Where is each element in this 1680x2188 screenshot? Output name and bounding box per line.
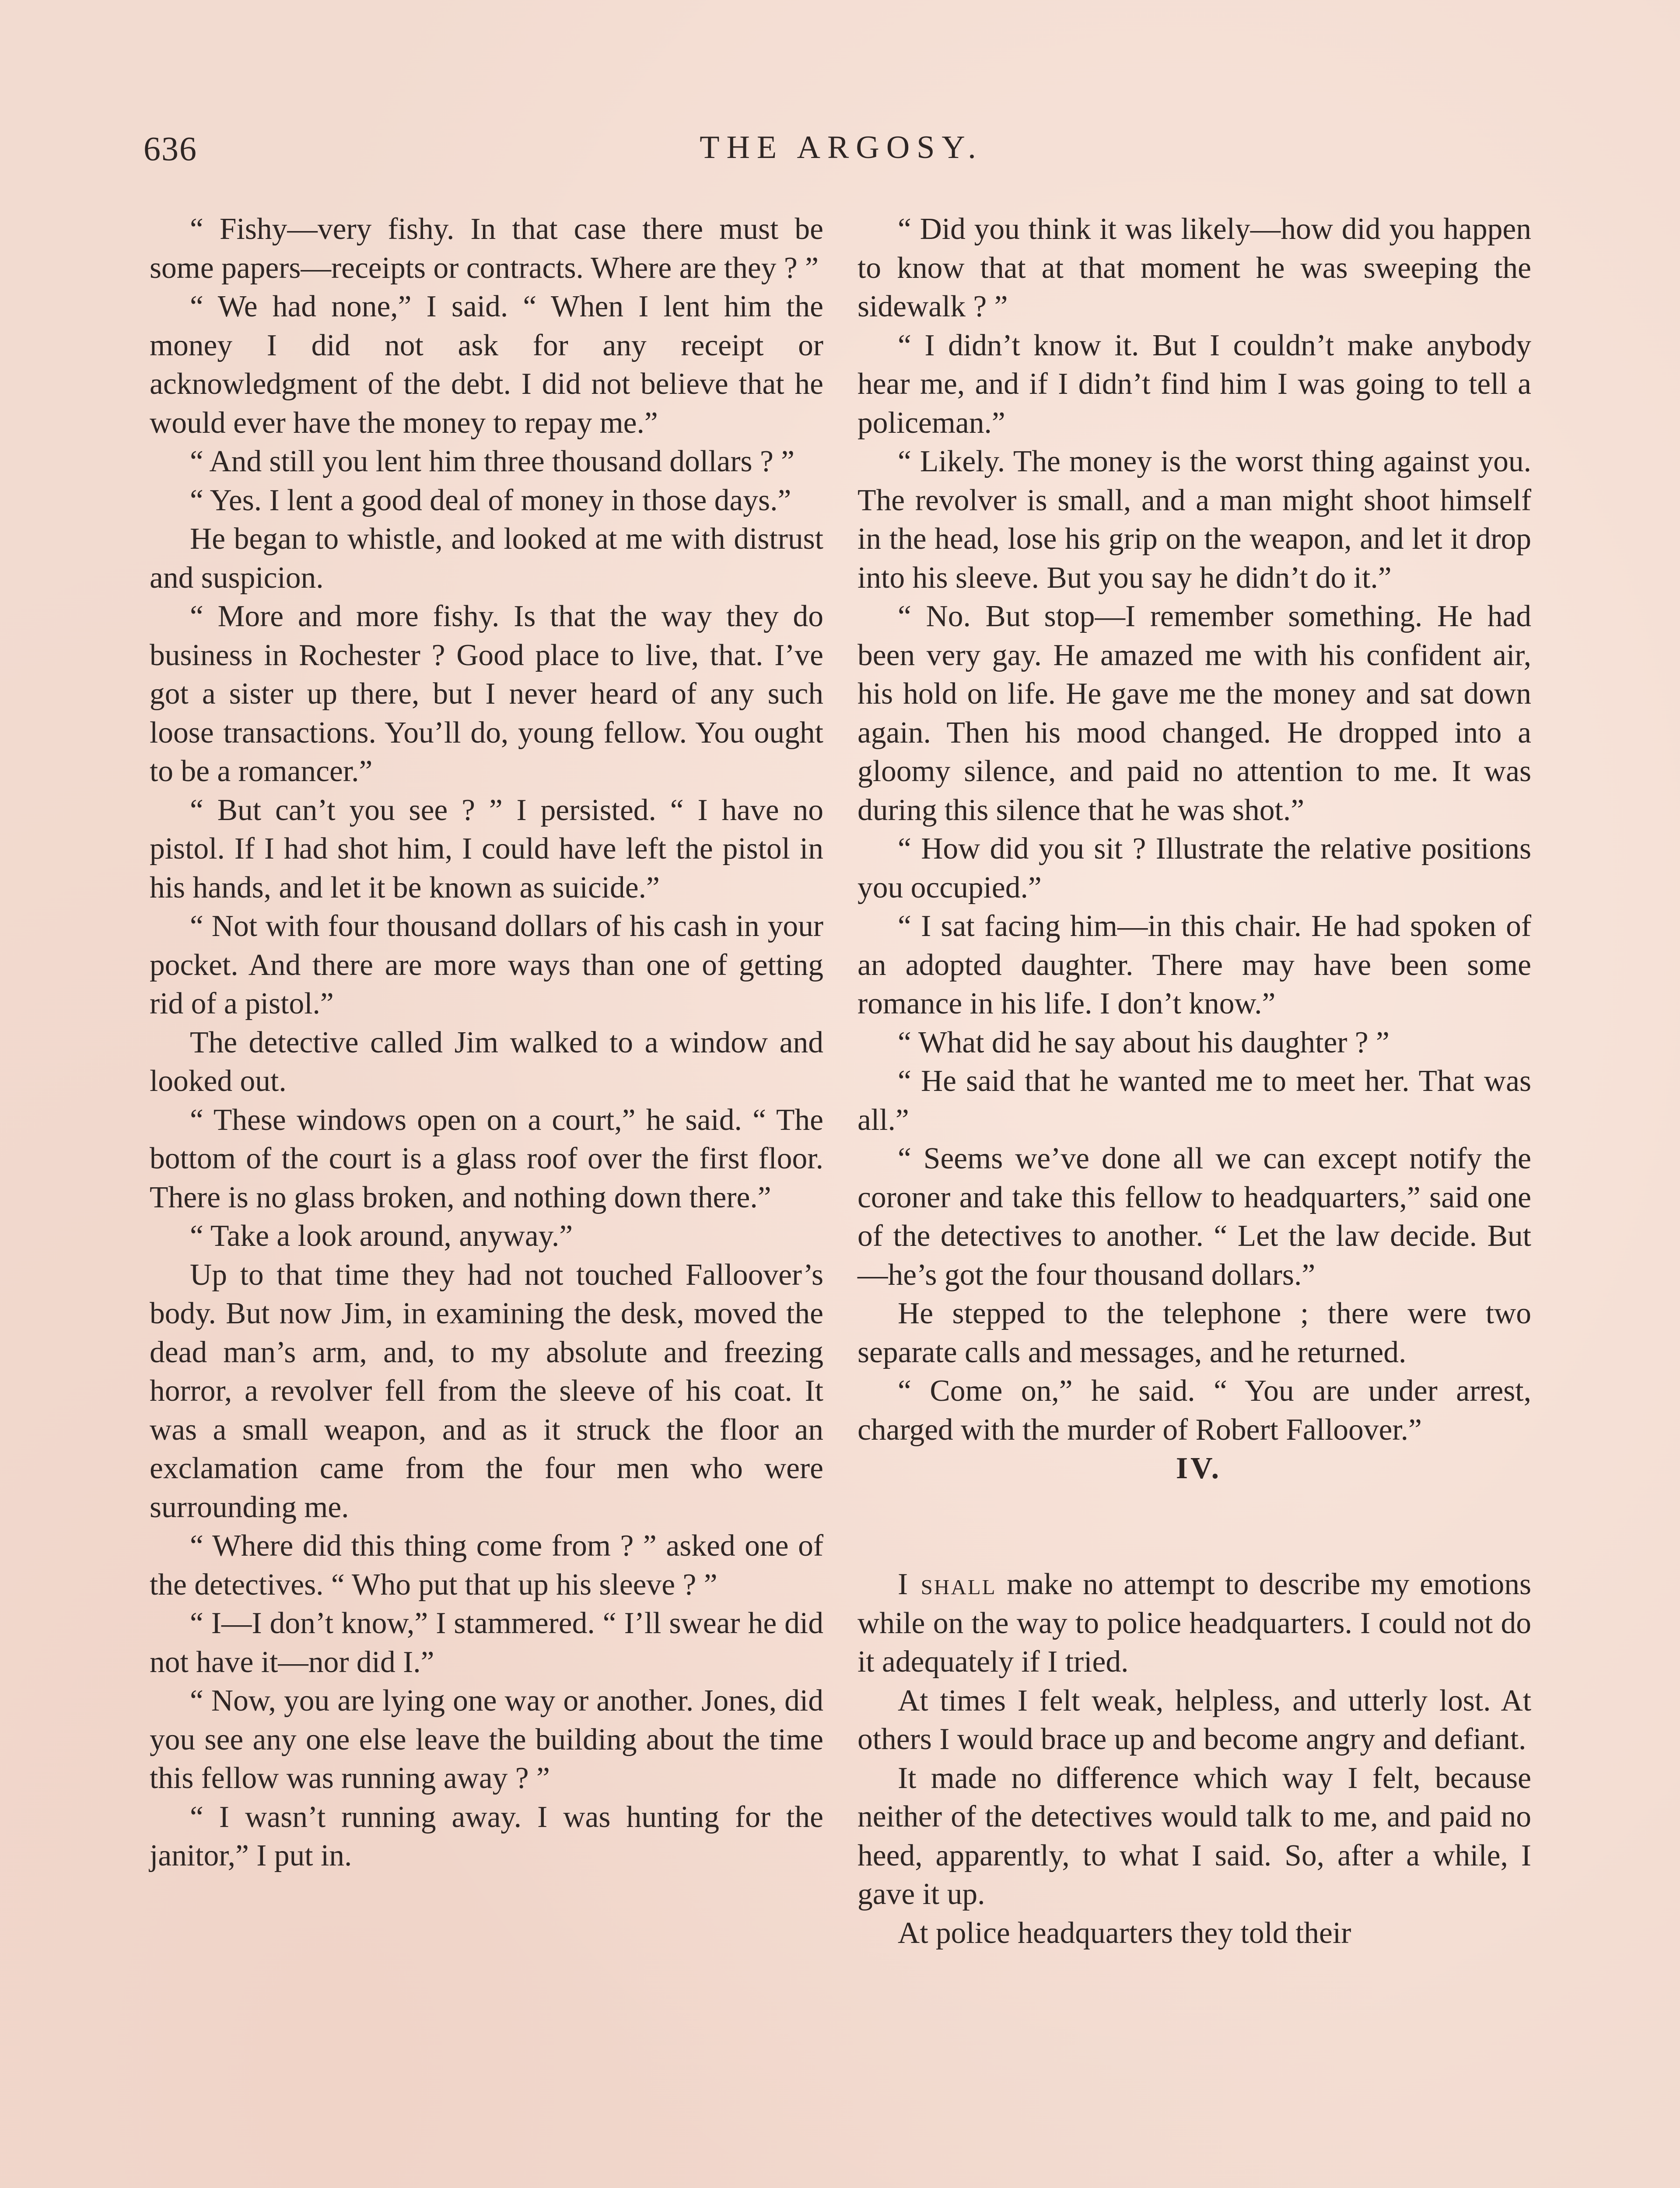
section-heading: IV.	[1176, 1452, 1222, 1485]
paragraph: “ I—I don’t know,” I stammered. “ I’ll swear he did not have it—nor did I.”	[150, 1606, 823, 1679]
paragraph: The detective called Jim walked to a window and looked out.	[150, 1025, 823, 1098]
paragraph: “ Fishy—very fishy. In that case there must be some papers—receipts or contracts. Where are they ? ”	[150, 212, 823, 285]
paragraph: “ I sat facing him—in this chair. He had spoken of an adopted daughter. There may have been some romance in his life. I don’t know.”	[858, 909, 1531, 1020]
paragraph: “ But can’t you see ? ” I persisted. “ I have no pistol. If I had shot him, I could have left the pistol in his hands, and let it be known as suicide.”	[150, 793, 823, 905]
paragraph: “ Not with four thousand dollars of his cash in your pocket. And there are more ways than one of getting rid of a pistol.”	[150, 909, 823, 1020]
chapter-opening-text: make no attempt to describe my emotions while on the way to police headquarters. I could not do it adequately if I tried.	[858, 1567, 1532, 1679]
paragraph: It made no difference which way I felt, because neither of the detectives would talk to me, and paid no heed, apparently, to what I said. So, after a while, I gave it up.	[858, 1761, 1531, 1911]
paragraph: “ Now, you are lying one way or another. Jones, did you see any one else leave the building about the time this fellow was running away ? ”	[150, 1684, 823, 1795]
paragraph: He began to whistle, and looked at me with distrust and suspicion.	[150, 522, 823, 595]
paragraph: “ Where did this thing come from ? ” asked one of the detectives. “ Who put that up his sleeve ? ”	[150, 1529, 823, 1602]
running-title: THE ARGOSY.	[700, 130, 983, 165]
paragraph: “ Take a look around, anyway.”	[190, 1219, 573, 1253]
paragraph: “ We had none,” I said. “ When I lent him the money I did not ask for any receipt or acknowledgment of the debt. I did not believe that he would ever have the money to repay me.”	[150, 290, 823, 440]
paragraph: “ More and more fishy. Is that the way they do business in Rochester ? Good place to live, that. I’ve got a sister up there, but I never heard of any such loose transactions. You’ll do, young fellow. You ought to be a romancer.”	[150, 600, 823, 788]
paragraph: Up to that time they had not touched Falloover’s body. But now Jim, in examining the desk, moved the dead man’s arm, and, to my absolute and freezing horror, a revolver fell from the sleeve of his coat. It was a small weapon, and as it struck the floor an exclamation came from the four men who were surrounding me.	[150, 1258, 823, 1524]
page-header	[144, 129, 1539, 177]
right-column	[858, 210, 1531, 2188]
page-number: 636	[144, 130, 197, 168]
paragraph: “ Likely. The money is the worst thing against you. The revolver is small, and a man might shoot himself in the head, lose his grip on the weapon, and let it drop into his sleeve. But you say he didn’t do it.”	[858, 445, 1531, 595]
paragraph: “ Come on,” he said. “ You are under arrest, charged with the murder of Robert Falloover.”	[858, 1374, 1531, 1447]
left-column	[150, 210, 823, 2188]
paragraph: He stepped to the telephone ; there were two separate calls and messages, and he returned.	[858, 1297, 1531, 1369]
paragraph: “ He said that he wanted me to meet her. That was all.”	[858, 1064, 1531, 1137]
paragraph: At times I felt weak, helpless, and utterly lost. At others I would brace up and become angry and defiant.	[858, 1683, 1531, 1756]
paragraph: “ I wasn’t running away. I was hunting for the janitor,” I put in.	[150, 1800, 823, 1872]
paragraph: “ How did you sit ? Illustrate the relative positions you occupied.”	[858, 832, 1531, 905]
paragraph: “ No. But stop—I remember something. He had been very gay. He amazed me with his confident air, his hold on life. He gave me the money and sat down again. Then his mood changed. He dropped into a gloomy silence, and paid no attention to me. It was during this silence that he was shot.”	[858, 600, 1531, 827]
chapter-lead-words: I shall	[898, 1567, 997, 1601]
chapter-opening-paragraph	[858, 1565, 1531, 1682]
paragraph: At police headquarters they told their	[898, 1916, 1351, 1950]
paragraph: “ Yes. I lent a good deal of money in those days.”	[190, 483, 791, 517]
paragraph: “ And still you lent him three thousand dollars ? ”	[190, 445, 795, 478]
paragraph: “ Did you think it was likely—how did you happen to know that at that moment he was sweeping the sidewalk ? ”	[858, 212, 1531, 323]
paragraph: “ I didn’t know it. But I couldn’t make anybody hear me, and if I didn’t find him I was going to tell a policeman.”	[858, 328, 1531, 440]
paragraph: “ Seems we’ve done all we can except notify the coroner and take this fellow to headquarters,” said one of the detectives to another. “ Let the law decide. But—he’s got the four thousand dollars.”	[858, 1142, 1531, 1292]
paragraph: “ These windows open on a court,” he said. “ The bottom of the court is a glass roof over the first floor. There is no glass broken, and nothing down there.”	[150, 1103, 823, 1214]
paragraph: “ What did he say about his daughter ? ”	[898, 1025, 1390, 1059]
